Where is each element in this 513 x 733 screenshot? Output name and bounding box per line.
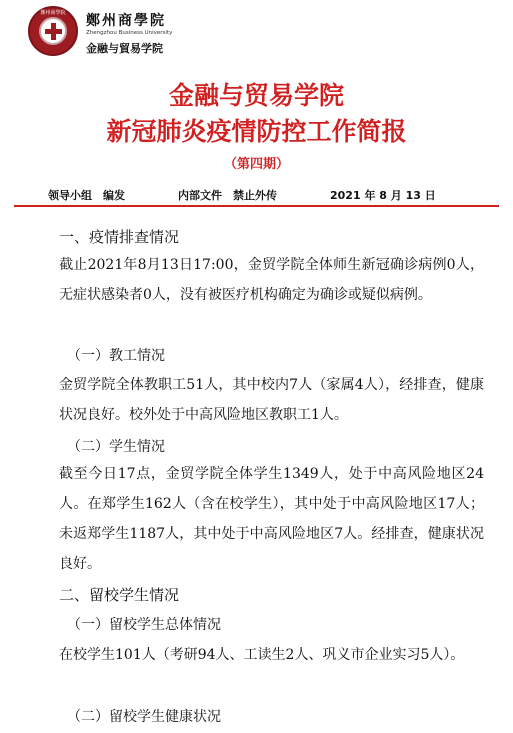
subsection-heading: （二）留校学生健康状况: [67, 709, 221, 725]
college-name: 金融与貿易学院: [86, 42, 163, 55]
subsection-heading: （一）留校学生总体情况: [67, 617, 221, 633]
university-logo: [28, 6, 178, 60]
classification: 内部文件 禁止外传: [178, 189, 277, 202]
subsection-heading: （二）学生情况: [67, 439, 165, 455]
university-name-en: Zhengzhou Business University: [86, 30, 173, 36]
document-title: 新冠肺炎疫情防控工作简报: [106, 117, 407, 146]
issue-date: 2021 年 8 月 13 日: [330, 189, 436, 202]
issue-number: （第四期）: [223, 157, 289, 172]
document-title-college: 金融与贸易学院: [168, 81, 344, 110]
seal-text: 鄭州商學院: [40, 10, 66, 16]
subsection-paragraph: 截至今日17点，金贸学院全体学生1349人，处于中高风险地区24人。在郑学生162人（含在校学生），其中处于中高风险地区17人；未返郑学生1187人，其中处于中高风险地区7人。经排查，健康状况良好。: [59, 466, 484, 572]
subsection-paragraph: 在校学生101人（考研94人、工读生2人、巩义市企业实习5人）。: [59, 647, 465, 663]
university-seal-icon: [28, 6, 78, 56]
section-heading: 二、留校学生情况: [59, 586, 180, 604]
subsection-paragraph: 金贸学院全体教职工51人，其中校内7人（家属4人），经排查，健康状况良好。校外处于中高风险地区教职工1人。: [59, 377, 484, 423]
seal-emblem: [39, 17, 67, 45]
university-name-cn: 鄭州商學院: [86, 13, 166, 29]
section-paragraph: 截止2021年8月13日17:00，金贸学院全体师生新冠确诊病例0人，无症状感染者0人，没有被医疗机构确定为确诊或疑似病例。: [59, 257, 484, 303]
issuer: 领导小组 编发: [48, 189, 125, 202]
header-divider: [14, 205, 499, 207]
subsection-heading: （一）教工情况: [67, 348, 165, 364]
section-heading: 一、疫情排查情况: [59, 228, 180, 246]
